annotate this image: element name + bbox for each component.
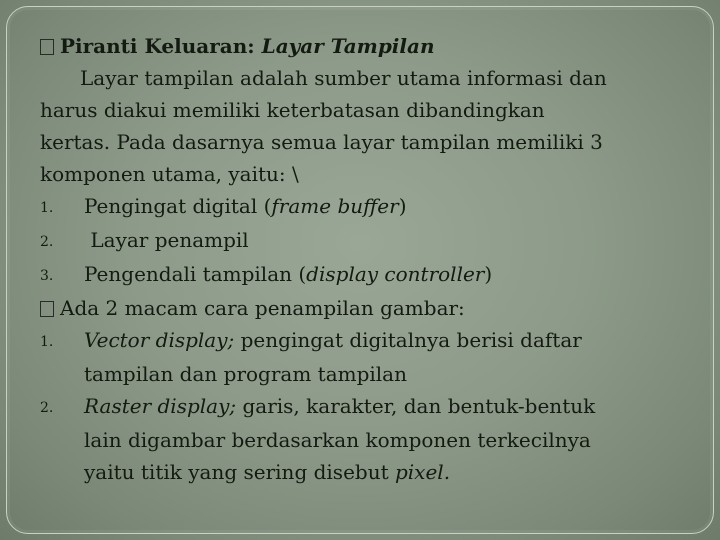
method-item-continued: lain digambar berdasarkan komponen terkecilnya — [84, 428, 591, 452]
intro-line: kertas. Pada dasarnya semua layar tampilan memiliki 3 — [40, 130, 603, 154]
bullet-glyph-icon — [40, 301, 54, 317]
slide-title: Piranti Keluaran: Layar Tampilan — [40, 30, 690, 62]
component-item: 3. Pengendali tampilan (display controller) — [40, 262, 493, 286]
method-item: 1. Vector display; pengingat digitalnya berisi daftar — [40, 328, 582, 352]
intro-line: harus diakui memiliki keterbatasan dibandingkan — [40, 98, 545, 122]
method-item: 2. Raster display; garis, karakter, dan bentuk-bentuk — [40, 394, 596, 418]
method-item-continued: tampilan dan program tampilan — [84, 362, 407, 386]
component-item: 2. Layar penampil — [40, 228, 249, 252]
second-bullet: Ada 2 macam cara penampilan gambar: — [40, 292, 690, 324]
intro-line: komponen utama, yaitu: \ — [40, 162, 299, 186]
bullet-glyph-icon — [40, 39, 54, 55]
component-item: 1. Pengingat digital (frame buffer) — [40, 194, 407, 218]
method-item-continued: yaitu titik yang sering disebut pixel. — [84, 460, 451, 484]
intro-line: Layar tampilan adalah sumber utama informasi dan — [80, 66, 607, 90]
slide-content — [40, 30, 690, 488]
